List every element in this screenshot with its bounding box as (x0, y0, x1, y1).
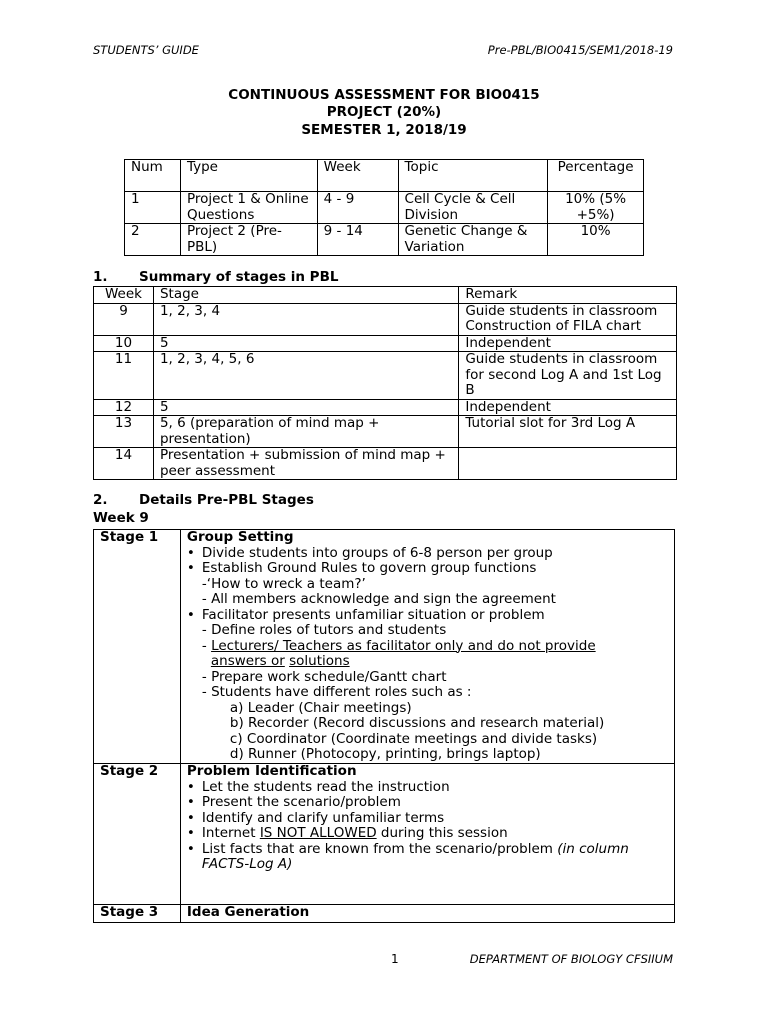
col-header-week: Week (317, 160, 398, 192)
cell-remark (459, 448, 677, 480)
doc-title-line3: SEMESTER 1, 2018/19 (301, 122, 467, 138)
cell-week: 11 (94, 352, 154, 400)
role-item: a) Leader (Chair meetings) (229, 699, 412, 716)
table-row (125, 224, 644, 256)
list-item (187, 826, 668, 842)
stage-row (94, 905, 675, 923)
stage-bullets (187, 546, 668, 577)
cell-type: Project 1 & Online Questions (180, 192, 317, 224)
table-row (94, 399, 677, 416)
role-item: c) Coordinator (Coordinate meetings and divide tasks) (229, 730, 598, 747)
table-row (94, 303, 677, 335)
cell-stage: Presentation + submission of mind map + peer assessment (153, 448, 458, 480)
header-right: Pre-PBL/BIO0415/SEM1/2018-19 (487, 43, 673, 57)
cell-percentage: 10% (5% +5%) (548, 192, 644, 224)
sub-item-prefix: - (201, 637, 212, 654)
stage-title: Idea Generation (180, 905, 674, 923)
underlined-text: solutions (289, 653, 350, 669)
stage-title: Problem Identification (186, 763, 357, 779)
stage-row (94, 764, 675, 905)
stage-label: Stage 1 (94, 530, 181, 764)
list-item: • Identify and clarify unfamiliar terms (187, 811, 668, 827)
cell-week: 12 (94, 399, 154, 416)
table-row (94, 352, 677, 400)
role-item: d) Runner (Photocopy, printing, brings laptop) (229, 746, 541, 762)
list-item: • Establish Ground Rules to govern group functions (187, 561, 668, 577)
cell-topic: Cell Cycle & Cell Division (398, 192, 548, 224)
col-header-remark: Remark (459, 287, 677, 304)
cell-stage: 5 (153, 335, 458, 352)
stage-label: Stage 2 (94, 764, 181, 905)
cell-remark: Guide students in classroom for second Log A and 1st Log B (459, 352, 677, 400)
section1-heading: Summary of stages in PBL (139, 269, 339, 285)
cell-stage: 1, 2, 3, 4, 5, 6 (153, 352, 458, 400)
cell-week: 13 (94, 416, 154, 448)
col-header-type: Type (180, 160, 317, 192)
underlined-text: IS NOT ALLOWED (259, 825, 377, 841)
assessment-table (124, 159, 644, 256)
cell-topic: Genetic Change & Variation (398, 224, 548, 256)
stages-table (93, 529, 675, 923)
list-item (187, 842, 668, 873)
stage-label: Stage 3 (94, 905, 181, 923)
list-item-text: during this session (376, 825, 508, 841)
page-number: 1 (391, 952, 399, 966)
sub-item: -‘How to wreck a team?’ (201, 575, 366, 592)
cell-remark: Guide students in classroom Construction of FILA chart (459, 303, 677, 335)
table-row (94, 335, 677, 352)
table-header-row (125, 160, 644, 192)
section2-number: 2. (93, 492, 108, 508)
section2-heading: Details Pre-PBL Stages (139, 492, 314, 508)
list-item-text: Internet (201, 825, 260, 841)
sub-item: - All members acknowledge and sign the agreement (201, 591, 556, 607)
col-header-stage: Stage (153, 287, 458, 304)
table-row (94, 416, 677, 448)
cell-stage: 1, 2, 3, 4 (153, 303, 458, 335)
list-item: • Present the scenario/problem (187, 795, 668, 811)
doc-title-line1: CONTINUOUS ASSESSMENT FOR BIO0415 (228, 87, 540, 103)
stage-row (94, 530, 675, 764)
stage-bullets (187, 608, 668, 624)
cell-percentage: 10% (548, 224, 644, 256)
list-item-text: List facts that are known from the scenario/problem (201, 840, 558, 857)
underlined-text: Lecturers/ Teachers as facilitator only and do not provide (211, 637, 596, 654)
table-header-row (94, 287, 677, 304)
cell-remark: Tutorial slot for 3rd Log A (459, 416, 677, 448)
sub-item (187, 639, 668, 655)
list-item: • Facilitator presents unfamiliar situation or problem (187, 608, 668, 624)
cell-week: 10 (94, 335, 154, 352)
cell-week: 14 (94, 448, 154, 480)
table-row (94, 448, 677, 480)
italic-text: Log A) (249, 856, 293, 872)
col-header-num: Num (125, 160, 181, 192)
week-heading: Week 9 (93, 510, 149, 526)
stage-bullets (187, 780, 668, 873)
underlined-text: answers or (210, 653, 285, 669)
col-header-topic: Topic (398, 160, 548, 192)
sub-item: - Prepare work schedule/Gantt chart (201, 668, 447, 685)
stage-content (180, 530, 674, 764)
italic-text: (in column FACTS (201, 840, 629, 872)
cell-num: 1 (125, 192, 181, 224)
sub-item: - Define roles of tutors and students (201, 622, 447, 638)
col-header-week: Week (94, 287, 154, 304)
stage-title: Group Setting (186, 529, 294, 545)
doc-title-line2: PROJECT (20%) (326, 104, 442, 120)
list-item: • Let the students read the instruction (187, 780, 668, 796)
cell-num: 2 (125, 224, 181, 256)
role-item: b) Recorder (Record discussions and research material) (229, 715, 605, 731)
cell-stage: 5 (153, 399, 458, 416)
cell-remark: Independent (459, 399, 677, 416)
header-left: STUDENTS’ GUIDE (93, 43, 199, 57)
list-item: • Divide students into groups of 6-8 person per group (187, 546, 668, 562)
section1-number: 1. (93, 269, 108, 285)
col-header-percentage: Percentage (548, 160, 644, 192)
sub-item-continuation (187, 654, 668, 670)
cell-week: 4 - 9 (317, 192, 398, 224)
stage-content (180, 764, 674, 905)
cell-type: Project 2 (Pre-PBL) (180, 224, 317, 256)
cell-stage: 5, 6 (preparation of mind map + presentation) (153, 416, 458, 448)
cell-week: 9 - 14 (317, 224, 398, 256)
footer-department: DEPARTMENT OF BIOLOGY CFSIIUM (469, 952, 673, 966)
table-row (125, 192, 644, 224)
cell-week: 9 (94, 303, 154, 335)
summary-table (93, 286, 677, 480)
sub-item: - Students have different roles such as : (201, 684, 472, 700)
list-item-text: - (244, 856, 250, 872)
cell-remark: Independent (459, 335, 677, 352)
